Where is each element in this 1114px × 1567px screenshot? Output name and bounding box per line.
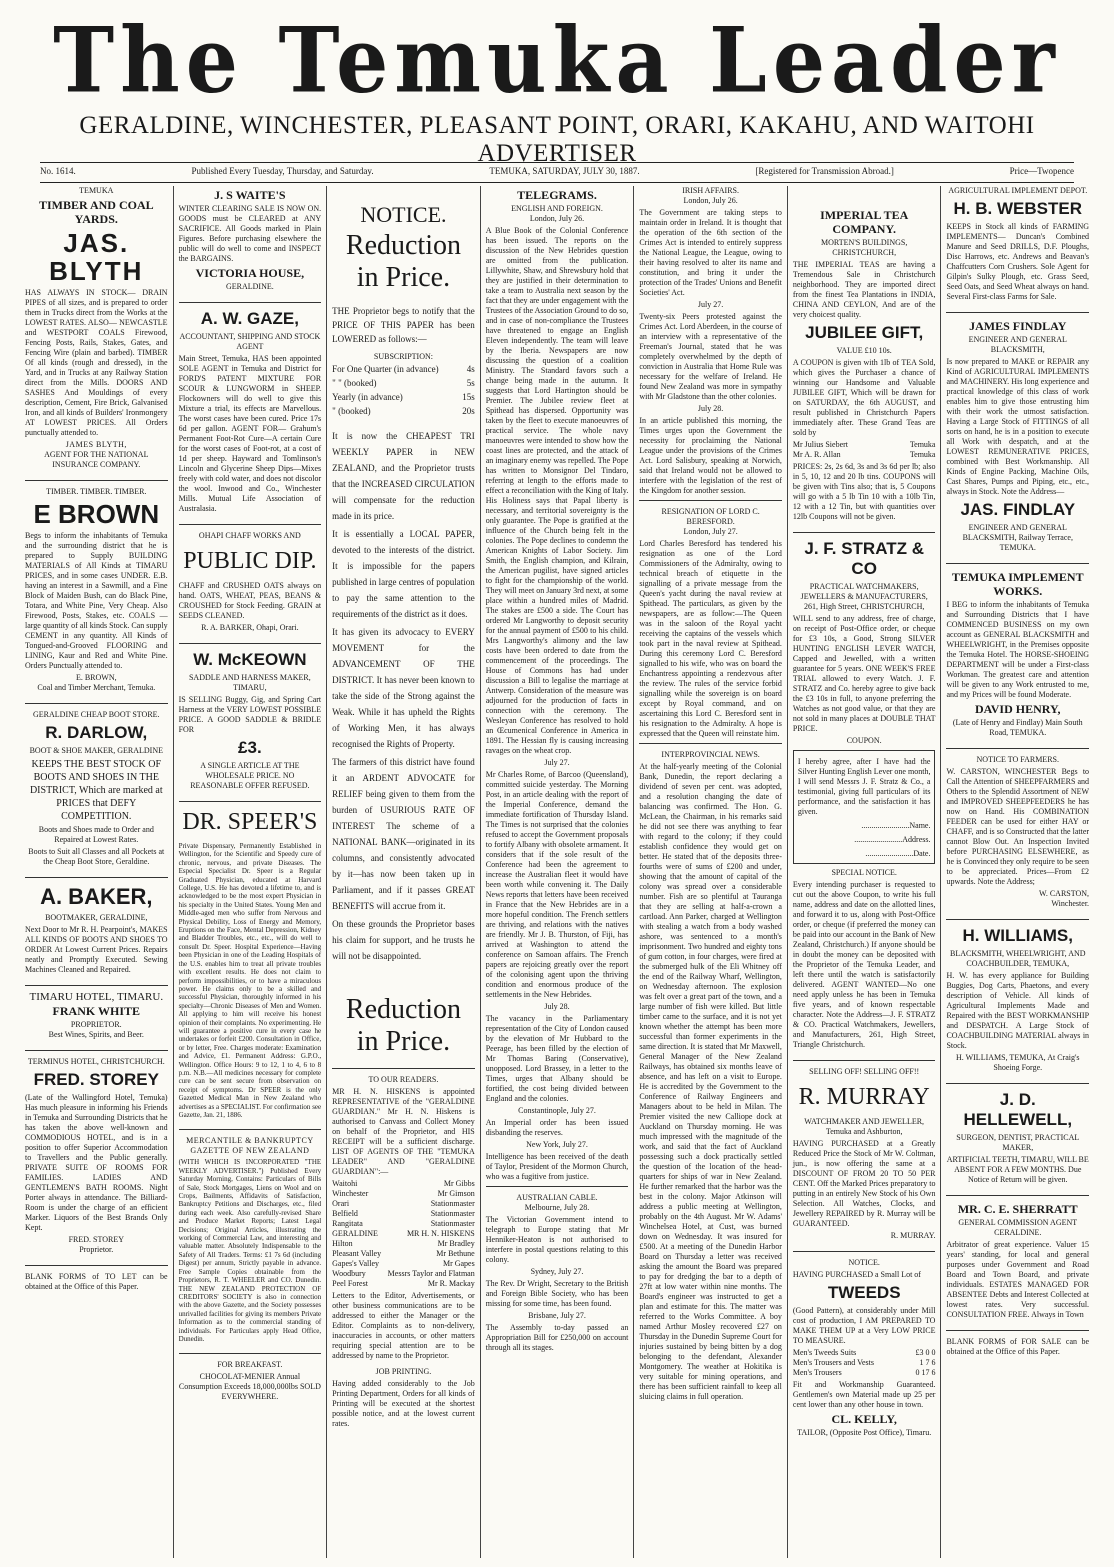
dateline: London, July 26. — [683, 196, 738, 205]
ad-body: IS SELLING Buggy, Gig, and Spring Cart Harness at the VERY LOWEST POSSIBLE PRICE. A GOOD SADDLE & BRIDLE FOR — [178, 695, 322, 734]
agent-row-value: Messrs Taylor and Flatman — [387, 1269, 475, 1278]
agent-row-value: Mr Gapes — [442, 1259, 475, 1268]
ad-place: VICTORIA HOUSE, — [195, 266, 305, 280]
ad-place-2: GERALDINE. — [225, 282, 274, 291]
published-note: Published Every Tuesday, Thursday, and Saturday. — [191, 166, 374, 176]
agent-row — [332, 1259, 475, 1269]
ad-body-2: A SINGLE ARTICLE AT THE WHOLESALE PRICE. NO REASONABLE OFFER REFUSED. — [190, 761, 310, 790]
agent-row-value: MR H. N. HISKENS — [406, 1229, 475, 1238]
ad-blank-forms: BLANK FORMS of TO LET can be obtained at the Office of this Paper. — [25, 1272, 168, 1291]
agent-row-label: GERALDINE — [332, 1229, 378, 1238]
dateline: July 28. — [697, 404, 724, 413]
interprovincial-heading: INTERPROVINCIAL NEWS. — [661, 750, 760, 759]
ad-name: PUBLIC DIP. — [183, 548, 317, 574]
ad-stratz — [793, 539, 936, 1050]
notice-body: THE Proprietor begs to notify that the PRICE OF THIS PAPER has been LOWERED as follows:— — [332, 306, 475, 344]
ad-carston — [946, 755, 1089, 909]
job-heading: JOB PRINTING. — [375, 1367, 432, 1376]
resignation-heading: RESIGNATION OF LORD C. BERESFORD. — [661, 507, 760, 526]
column-1 — [20, 186, 174, 1558]
coupon-address-label: Address. — [902, 835, 931, 844]
ad-body: ARTIFICIAL TEETH, TIMARU, WILL BE ABSENT FOR A FEW MONTHS. Due Notice of Return will be given. — [946, 1155, 1089, 1184]
ad-body: KEEPS in Stock all kinds of FARMING IMPLEMENTS— Duncan's Combined Manure and Seed DRILLS, D.F. Ploughs, Disc Harrows, etc. Andrews and Beavan's Chaffcutters Corn Crushers. Sole Agent for Gilpin's Sulky Plough, etc. Grass Seed, Seed Oats, and Seed Wheat always on hand. Several First-class Farms for Sale. — [946, 222, 1090, 301]
ad-subheading: WATCHMAKER AND JEWELLER, — [804, 1117, 925, 1126]
agent-row — [332, 1219, 475, 1229]
notice-paragraph-5: On these grounds the Proprietor bases his claim for support, and he trusts he will not be disappointed. — [332, 919, 475, 961]
ad-body-3: Fit and Workmanship Guaranteed. Gentlemen's own Material made up 25 per cent lower than any other house in town. — [792, 1380, 936, 1409]
ad-name: R. DARLOW, — [45, 723, 148, 742]
ad-body: CHAFF and CRUSHED OATS always on hand. OATS, WHEAT, PEAS, BEANS & CROUSHED for Stock Feeding. GRAIN at SEEDS CLEANED. — [178, 581, 322, 620]
ad-top-line: TEMUKA — [79, 186, 114, 195]
ad-signature-2: Coal and Timber Merchant, Temuka. — [37, 683, 156, 692]
ad-name: H. B. WEBSTER — [953, 199, 1082, 218]
ad-body: W. CARSTON, WINCHESTER Begs to Call the Attention of SHEEPFARMERS and Others to the Splendid Assortment of NEW and IMPROVED SHEEPFEEDERS he has now on Hand. His COMBINATION FEEDER can be used for either HAY or CHAFF, and is so Constructed that the latter cannot Blow Out. An Inspection Invited before PURCHASING ELSEWHERE, as he is Convinced they only require to be seen to be appreciated. Prices—From £2 upwards. Note the Address; — [946, 767, 1090, 886]
article-text: Lord Charles Beresford has tendered his resignation as one of the Lord Commissioners of the Admiralty, owing to technical breach of etiquette in the signalling of a private message from the Queen's yacht during the naval review at Spithead. The particulars, as given by the newspapers, are as follow:—The Queen was in the saloon of the Royal yacht receiving the captains of the vessels which took part in the naval review at Spithead. During this ceremony Lord C. Beresford signalled to his wife, who was on board the Enchantress appointing a rendezvous after the review. The rules of the service forbid signalling while the sovereign is on board except by Royal command, and on ascertaining this Lord C. Beresford sent in his resignation to the Admiralty. A hope is expressed that the Queen will reinstate him. — [639, 539, 782, 738]
ad-subheading: ENGINEER AND GENERAL BLACKSMITH, — [968, 335, 1067, 354]
ad-waite — [179, 188, 322, 292]
ad-subheading: BOOTMAKER, GERALDINE, — [45, 913, 148, 922]
telegram-text: The Victorian Government intend to telegraph to Europe stating that Mr Henniker-Heaton is not authorised to interfere in postal questions relating to this colony. — [485, 1215, 629, 1264]
telegram-text: A Blue Book of the Colonial Conference has been issued. The reports on the discussion of the New Hebrides question are omitted from the publication. Lillywhite, Shaw, and Shrewsbury hold that they are justified in their determination to take a team to Australia next season by the fact that they are under engagement with the Trustees of the Association Ground to do so, and in case of non-compliance the Trustees have threatened to engage an English Eleven independently. The team will leave by the Iberia. Newspapers are now discussing the question of a coalition Ministry. The Standard favors such a change being made in the autumn. It suggests that Lord Hartington should be Premier. The Jubilee review fleet at Spithead has dispersed. Opportunity was taken by the fleet to execute manoeuvres of practical service. The whole navy manoeuvres were intended to show how the coast lines are protected, and the attack of an imaginary enemy was repelled. The Pope has written to Monsignor Del Tindaro, referring at length to the efforts made to effect a reconciliation with the King of Italy. His Holiness says that Papal liberty is necessary, and territorial sovereignty is the only guarantee. The Pope is gratified at the influence of the Church being felt in the colonies. The Pope declines to condemn the American Knights of Labor Society. Jim Smith, the English champion, and Kilrain, the American pugilist, have signed articles to fight for the championship of the world. They will meet on January 3rd next, at some place within a hundred miles of Madrid. The stakes are £500 a side. The Court has ordered Mr Langworthy to deposit security for the annual payment of £500 to his child. Mrs Langworthy's alimony and the law costs have been ordered to date from the commencement of the proceedings. The House of Commons has had under discussion a Bill to legalise the marriage at Antwerp. Consideration of the measure was adjourned for the production of facts in connection with the ceremony. The Wesleyan Conference has resolved to hold an Œcumenical Conference in America in 1891. The Hessian fly is causing increasing ravages on the wheat crop. — [485, 226, 629, 755]
agent-row-label: Rangitata — [332, 1219, 363, 1228]
ad-heading: AGRICULTURAL IMPLEMENT DEPOT. — [948, 186, 1088, 195]
ad-heading: TIMBER AND COAL YARDS. — [38, 198, 154, 226]
column-4 — [481, 186, 635, 1558]
subscription-row-value: 5s — [466, 378, 475, 388]
dateline: Brisbane, July 27. — [528, 1311, 586, 1320]
ad-signature: CL. KELLY, — [831, 1412, 897, 1426]
ad-name: J. D. HELLEWELL, — [963, 1090, 1073, 1129]
ad-name: A. W. GAZE, — [200, 309, 299, 328]
ad-heading: TIMBER. TIMBER. TIMBER. — [46, 487, 147, 496]
subscription-row — [332, 404, 475, 418]
dateline: New York, July 27. — [526, 1140, 588, 1149]
issue-date: TEMUKA, SATURDAY, JULY 30, 1887. — [489, 166, 640, 176]
subscription-table — [332, 362, 475, 418]
readers-heading: TO OUR READERS. — [368, 1075, 439, 1084]
dateline — [40, 162, 1074, 183]
ad-murray — [793, 1067, 936, 1241]
ad-body-2: Boots and Shoes made to Order and Repaired at Lowest Rates. — [38, 825, 154, 844]
price-row — [793, 1368, 936, 1378]
ad-subheading: ACCOUNTANT, SHIPPING AND STOCK AGENT — [179, 332, 321, 351]
ad-signature-2: Proprietor. — [79, 1245, 114, 1254]
ad-signature: E. BROWN, — [75, 673, 117, 682]
reduction-heading-2: Reduction in Price. — [345, 994, 461, 1057]
ad-temuka-implement — [946, 570, 1089, 738]
agent-row — [332, 1239, 475, 1249]
notice-paragraph-1: It is now the CHEAPEST TRI WEEKLY PAPER in NEW ZEALAND, and the Proprietor trusts that the INCREASED CIRCULATION will compensate for the reduction made in its price. — [332, 431, 475, 521]
masthead — [0, 0, 1114, 167]
ad-body: WILL send to any address, free of charge, on receipt of Post-Office order, or cheque for £3 10s, a Good, Strong SILVER HUNTING ENGLISH LEVER WATCH, Capped and Jewelled, with a written guarantee for 5 years. ONE WEEK'S FREE TRIAL allowed to every Watch. J. F. STRATZ and Co. hereby agree to give back the £3 10s in full, to anyone preferring the Watches as not good value, or that they are not sold in many places at DOUBLE THAT PRICE. — [792, 614, 936, 733]
agent-row-label: Waitohi — [332, 1179, 358, 1188]
agent-row — [332, 1209, 475, 1219]
price-row — [793, 1358, 936, 1368]
ad-subheading: BLACKSMITH, WHEELWRIGHT, AND COACHBUILDER, TEMUKA, — [949, 949, 1086, 968]
ad-subheading: SADDLE AND HARNESS MAKER, TIMARU, — [188, 673, 311, 692]
ad-subheading: PRACTICAL WATCHMAKERS, JEWELLERS & MANUFACTURERS, 261, High Street, CHRISTCHURCH, — [800, 582, 928, 611]
agent-row — [332, 1189, 475, 1199]
readers-body: MR H. N. HISKENS is appointed REPRESENTATIVE of the "GERALDINE GUARDIAN." Mr H. N. Hiskens is authorised to Canvass and Collect Money on behalf of the Proprietor, and HIS RECEIPT will be a sufficient discharge. LIST OF AGENTS OF THE "TEMUKA LEADER" AND "GERALDINE GUARDIAN":— — [332, 1087, 475, 1176]
agent-row-value: Stationmaster — [430, 1209, 475, 1218]
ad-heading: OHAPI CHAFF WORKS AND — [198, 531, 301, 540]
tea-agents — [793, 440, 936, 460]
ad-body: Is now prepared to MAKE or REPAIR any Kind of AGRICULTURAL IMPLEMENTS and MACHINERY. His long experience and practical knowledge of this class of work enables him to give those entrusting him with their work the utmost satisfaction. Having a Large Stock of FITTINGS of all sorts on hand, he is in a position to execute all Work with despatch, and at the LOWEST REMUNERATIVE PRICES, combined with Best Workmanship. All Kinds of Engine Packing, Machine Oils, Cast Shares, Pumps and Piping, etc., etc., always in Stock. Note the Address— — [946, 357, 1090, 496]
agent-row — [332, 1249, 475, 1259]
ad-signature: W. CARSTON, — [1039, 889, 1090, 898]
ad-name: FRED. STOREY — [33, 1070, 159, 1089]
ad-mckeown — [179, 650, 322, 791]
page-columns — [20, 186, 1094, 1558]
agent-row-label: Hilton — [332, 1239, 353, 1248]
ad-body-3: PRICES: 2s, 2s 6d, 3s and 3s 6d per lb; also in 5, 10, 12 and 20 lb tins. COUPONS will be given with Tins also; that is, 5 Coupons will go with a 5 lb Tin 10 with a 10lb Tin, 12 with a 12 Tin, but with quantities over 12lb Coupons will not be given. — [792, 462, 936, 521]
ad-body: (WITH WHICH IS INCORPORATED "THE WEEKLY ADVERTISER.") Published Every Saturday Morning, Contains: Particulars of Bills of Sale, Stock Mortgages, Liens on Wool and on Crops, Bailments, Affidavits of Satisfaction, Bankruptcy Petitions and Discharges, etc., filed during each week. Also carefully-revised Share and Produce Market Reports; Latest Legal Decisions; Original Articles, illustrating the working of Commercial Law, and interesting and valuable matter. Absolutely Indispensable to the Safety of All Traders. Terms: £1 7s 6d (including Digest) per annum, Strictly payable in advance. Free Sample Copies obtainable from the Proprietors, R. T. WHEELER and CO. Dunedin. THE NEW ZEALAND PROTECTION OF CREDITORS' SOCIETY is also in connection with the above Gazette, and the Society possesses unrivalled facilities for giving its members Private Information as to the commercial standing of individuals. For Particulars apply Head Office, Dunedin. — [178, 1158, 322, 1343]
ad-heading: TIMARU HOTEL, TIMARU. — [29, 991, 164, 1003]
price-row-value: 0 17 6 — [915, 1368, 936, 1377]
readers-body-2: Letters to the Editor, Advertisements, or other business communications are to be addressed to either the Manager or the Editor. Complaints as to non-delivery, inaccuracies in accounts, or other matters requiring special attention are to be addressed by name to the Proprietor. — [332, 1291, 475, 1360]
ad-williams — [946, 926, 1089, 1073]
agents-list — [332, 1179, 475, 1289]
ad-body: Arbitrator of great experience. Valuer 15 years' standing, for local and general purposes under Government and Road Board and Town Board, and private individuals. ESTATES MANAGED FOR ABSENTEE Debts and Interest Collected at lowest rates. Very successful. CONSULTATION FREE. Always in Town — [946, 1240, 1090, 1319]
ad-name: A. BAKER, — [40, 884, 153, 909]
ad-body: THE IMPERIAL TEAS are having a Tremendous Sale in Christchurch neighborhood. They are imported direct from the finest Tea Plantations in INDIA, CHINA AND CEYLON, And are of the very choicest quality. — [792, 260, 936, 319]
ad-name: H. WILLIAMS, — [962, 926, 1073, 945]
telegram-text: The vacancy in the Parliamentary representation of the City of London caused by the elevation of Mr Hubbard to the Peerage, has been filled by the election of Mr Thomas Baring (Conservative), unopposed. Lord Brassey, in a letter to the Times, urges that Albany should be fortified, the cost being divided between England and the colonies. — [485, 1014, 629, 1103]
price-row-label: Men's Trousers — [792, 1368, 842, 1377]
telegrams-heading: TELEGRAMS. — [517, 188, 597, 202]
tea-agent-row — [793, 450, 936, 460]
newspaper-subtitle: GERALDINE, WINCHESTER, PLEASANT POINT, ORARI, KAKAHU, AND WAITOHI ADVERTISER — [79, 112, 1035, 167]
notice-paragraph-4: The farmers of this district have found it an ARDENT ADVOCATE for RELIEF being given to them from the burden of USURIOUS RATE OF INTEREST The scheme of a NATIONAL BANK—originated in its columns, and consistently advocated by it—has now been taken up in Parliament, and if it passes GREAT BENEFITS will accrue from it. — [332, 757, 475, 911]
ad-e-brown — [25, 487, 168, 693]
article-text: In an article published this morning, the Times urges upon the Government the necessity for proclaiming the National League under the provisions of the Crimes Act. Lord Salisbury, speaking at Norwich, said that Ireland would not be allowed to interfere with the legislation of the rest of the Kingdom for another session. — [639, 416, 782, 495]
subscription-row-label: For One Quarter (in advance) — [332, 364, 439, 374]
ad-signature-2: ENGINEER AND GENERAL BLACKSMITH, Railway Terrace, TEMUKA. — [962, 523, 1073, 552]
dateline: London, July 26. — [529, 214, 585, 223]
agent-row-label: Peel Forest — [332, 1279, 368, 1288]
ad-signature: JAS. FINDLAY — [960, 500, 1076, 519]
ad-gaze — [179, 309, 322, 514]
ad-name: JAMES FINDLAY — [969, 319, 1067, 333]
ad-name: DR. SPEER'S — [182, 809, 318, 835]
telegram-text: An Imperial order has been issued disbanding the reserves. — [485, 1118, 629, 1137]
agent-row-label: Pleasant Valley — [332, 1249, 382, 1258]
ad-body: CHOCOLAT-MENIER Annual Consumption Exceeds 18,000,000lbs SOLD EVERYWHERE. — [178, 1372, 321, 1402]
ad-name: R. MURRAY — [798, 1084, 930, 1110]
notice-paragraph-3: It has given its advocacy to EVERY MOVEMENT for the ADVANCEMENT OF THE DISTRICT. It has never been known to take the side of the Strong against the Weak. While it has upheld the Rights of Working Men, it has always recognised the Rights of Property. — [332, 627, 475, 749]
ad-signature-2: Winchester. — [1051, 899, 1090, 908]
ad-signature: DAVID HENRY, — [974, 702, 1061, 716]
coupon-heading: COUPON. — [846, 736, 882, 745]
ad-body: Begs to inform the inhabitants of Temuka and the surrounding district that he is prepared to Supply BUILDING MATERIALS of All Kinds at TIMARU PRICES, and in some cases UNDER. E.B. having an interest in a Sawmill, and a Fine Block of Maiden Bush, can do Black Pine, Totara, and White Pine, Very Cheap. Also Firewood, Posts, Stakes, etc. COALS — large quantity of all kinds Stock. Can supply CEMENT in any quantity. All Kinds of Tongued-and-Grooved FLOORING and LINING, Kaur and Red and White Pine. Orders Punctually attended to. — [25, 531, 168, 670]
ad-sherratt — [946, 1202, 1089, 1320]
dateline: Constantinople, July 27. — [518, 1106, 596, 1115]
ad-mercantile-gazette — [179, 1136, 322, 1343]
column-5 — [634, 186, 788, 1558]
ad-body: KEEPS THE BEST STOCK OF BOOTS AND SHOES IN THE DISTRICT, Which are marked at PRICES that DEFY COMPETITION. — [29, 759, 163, 822]
ad-name: TWEEDS — [827, 1283, 901, 1302]
coupon-text: I hereby agree, after I have had the Silver Hunting English Lever one month, I will send Messrs J. F. Stratz & Co., a testimonial, giving full particulars of its performance, and the satisfaction it has given. — [797, 757, 931, 816]
ad-subheading: PROPRIETOR. — [70, 1020, 122, 1029]
agent-row-label: Belfield — [332, 1209, 358, 1218]
ad-place: Temuka and Ashburton, — [825, 1127, 903, 1136]
ad-subheading: BOOT & SHOE MAKER, GERALDINE — [29, 746, 163, 755]
ad-signature: R. MURRAY. — [890, 1231, 936, 1240]
telegram-text: The Assembly to-day passed an Appropriation Bill for £250,000 on account through all its stages. — [485, 1323, 629, 1352]
ad-signature: H. WILLIAMS, TEMUKA, At Craig's Shoeing Forge. — [955, 1053, 1080, 1072]
agent-row-label: Woodbury — [332, 1269, 366, 1278]
coupon-date-label: Date. — [913, 849, 931, 858]
dateline: Melbourne, July 28. — [524, 1203, 590, 1212]
ad-name: MR. C. E. SHERRATT — [957, 1202, 1078, 1216]
agent-row-value: Mr Bethune — [436, 1249, 475, 1258]
ad-signature: R. A. BARKER, Ohapi, Orari. — [201, 623, 299, 632]
ad-body: H. W. has every appliance for Building Buggies, Dog Carts, Phaetons, and every description of Vehicle. All kinds of Agricultural Implements Made and Repaired with the BEST WORKMANSHIP and DESPATCH. A Large Stock of COACHBUILDING MATERIAL always in Stock. — [946, 971, 1090, 1050]
irish-heading: IRISH AFFAIRS. — [682, 186, 739, 195]
notice-paragraph-2: It is essentially a LOCAL PAPER, devoted to the interests of the district. It is impossible for the papers published in large centres of population to pay the same attention to the requirements of the district as it does. — [332, 529, 475, 619]
subscription-row — [332, 390, 475, 404]
price-row-value: £3 0 0 — [915, 1348, 936, 1357]
telegrams-subheading: ENGLISH AND FOREIGN. — [511, 204, 603, 213]
ad-name: E BROWN — [33, 499, 160, 529]
ad-body: I BEG to inform the inhabitants of Temuka and Surrounding Districts that I have COMMENCED BUSINESS on my own account as GENERAL BLACKSMITH and WHEELWRIGHT, in the Premises opposite the Temuka Hotel. The HORSE-SHOEING DEPARTMENT will be under a First-class Workman. The greatest care and attention will be given to any Work entrusted to me, and my Prices will be found Moderate. — [946, 600, 1090, 699]
ad-body: Private Dispensary, Permanently Established in Wellington, for the Scientific and Speedy cure of chronic, nervous, and private Diseases. The Especial Specialist Dr. Speer is a Regular Graduated Physician, educated at Harvard College, U.S. He has devoted a lifetime to, and is acknowledged to be the most expert Physician in his specialty in the United States. Young Men and Middle-aged men who suffer from Nervous and Physical Debility, Loss of Energy and Memory, Eruptions on the Face, Mental Depression, Kidney and Bladder Troubles, etc., etc., will do well to consult Dr. Speer. Hospital Experience—Having been Physician in one of the Leading Hospitals of the U.S. enables him to treat all private troubles with excellent results. He does not claim to perform impossibilities, or to have a miraculous power. He claims only to be a skilled and successful Physician, thoroughly informed in his specialty—Chronic Diseases of Men and Women. All applying to him will receive his honest opinion of their complaints. No experimenting. He will guarantee a positive cure in every case he undertakes or forfeit £200. Consultation in Office, or by letter, Free. Charges moderate: Examination and Advice, £1. Permanent Address: G.P.O., Wellington. Office Hours: 9 to 12, 1 to 4, 6 to 8 p.m. N.B.—All medicines necessary for complete cure can be sent secure from observation on receipt of symptoms. Dr SPEER is the only Gazetted Medical Man in New Zealand who advertises as a SPECIALIST. For confirmation see Gazette, Jan. 21, 1886. — [178, 842, 322, 1119]
subscription-row-value: 4s — [466, 364, 475, 374]
tea-agent-row-value: Temuka — [909, 450, 936, 459]
subscription-row-label: Yearly (in advance) — [332, 392, 403, 402]
ad-gift-value: VALUE £10 10s. — [836, 346, 892, 355]
agent-row-value: Mr R. Mackay — [427, 1279, 475, 1288]
column-3 — [327, 186, 481, 1558]
agent-row — [332, 1179, 475, 1189]
special-heading: SPECIAL NOTICE. — [831, 868, 897, 877]
ad-imperial-tea — [793, 208, 936, 522]
cable-heading: AUSTRALIAN CABLE. — [516, 1193, 598, 1202]
ad-body: Best Wines, Spirits, and Beer. — [48, 1030, 144, 1039]
ad-name: TEMUKA IMPLEMENT WORKS. — [951, 570, 1084, 598]
agent-row-value: Mr Gimson — [437, 1189, 475, 1198]
ad-body: HAVING PURCHASED at a Greatly Reduced Price the Stock of Mr W. Coltman, jun., is now offering the same at a DISCOUNT OF FROM 20 TO 50 PER CENT. Off the Marked Prices preparatory to putting in an entirely New Stock of his Own Selection. All Watches, Clocks, and Jewellery REPAIRED by R. Murray will be GUARANTEED. — [792, 1139, 936, 1228]
subscription-row — [332, 362, 475, 376]
price-row-value: 1 7 6 — [919, 1358, 936, 1367]
ad-body-2: (Good Pattern), at considerably under Mill cost of production, I AM PREPARED TO MAKE THEM UP at a Very LOW PRICE TO MEASURE. — [792, 1306, 936, 1345]
ad-body-3: Boots to Suit all Classes and all Pockets at the Cheap Boot Store, Geraldine. — [28, 847, 165, 866]
ad-public-dip — [179, 531, 322, 633]
dateline: Sydney, July 27. — [530, 1267, 584, 1276]
subscription-row-value: 15s — [462, 392, 475, 402]
tea-agent-row-value: Temuka — [909, 440, 936, 449]
agent-row — [332, 1229, 475, 1239]
agent-row — [332, 1269, 475, 1279]
article-text: Twenty-six Peers protested against the Crimes Act. Lord Aberdeen, in the course of an interview with a representative of the Freeman's Journal, stated that he was completely overwhelmed by the depth of conviction in Australia that Home Rule was necessary for the welfare of Ireland. He found New Zealand was more in sympathy with Mr Gladstone than the other colonies. — [639, 312, 782, 401]
ad-a-baker — [25, 884, 168, 975]
ad-name: J. F. STRATZ & CO — [804, 539, 924, 578]
agent-row-value: Stationmaster — [430, 1219, 475, 1228]
agent-row-label: Winchester — [332, 1189, 369, 1198]
ad-body: Next Door to Mr R. H. Pearpoint's, MAKES ALL KINDS OF BOOTS AND SHOES TO ORDER At Lowest Current Prices. Repairs neatly and Promptly Executed. Sewing Machines Cleaned and Repaired. — [25, 925, 168, 974]
ad-terminus-hotel — [25, 1057, 168, 1255]
ad-body: Main Street, Temuka, HAS been appointed SOLE AGENT in Temuka and District for FORD'S PATENT MIXTURE FOR SCOUR & LUNGWORM in SHEEP. Flockowners will do well to give this Mixture a trial, its effects are Marvellous. The worst cases have been cured. Price 17s 6d per gallon. AGENT FOR— Grahum's Permanent Foot-Rot Cure—A certain Cure for the worst cases of Foot-rot, at a cost of 1d per sheep. Hayward and Tomlinson's Lincoln and Glycerine Sheep Dips—Mixes freely with cold water, and does not discolor the wool. Inwood and Co., Winchester Mills. Mutual Life Association of Australasia. — [178, 354, 322, 513]
ad-chocolat-menier — [179, 1360, 322, 1402]
ad-subheading: SURGEON, DENTIST, PRACTICAL MAKER, — [956, 1133, 1080, 1152]
ad-hellewell — [946, 1090, 1089, 1185]
agent-row-label: Gapes's Valley — [332, 1259, 379, 1268]
ad-gift: JUBILEE GIFT, — [805, 323, 924, 342]
ad-heading: TERMINUS HOTEL, CHRISTCHURCH. — [27, 1057, 165, 1066]
telegram-text: Intelligence has been received of the death of Taylor, President of the Mormon Church, who was a fugitive from justice. — [485, 1152, 629, 1181]
ad-name: W. McKEOWN — [193, 650, 307, 669]
ad-heading: FOR BREAKFAST. — [217, 1360, 283, 1370]
ad-signature-2: (Late of Henry and Findlay) Main South Road, TEMUKA. — [952, 718, 1083, 737]
ad-name: J. S WAITE'S — [214, 188, 286, 202]
ad-subheading: GENERAL COMMISSION AGENT CERALDINE. — [958, 1218, 1078, 1237]
ad-findlay — [946, 319, 1089, 553]
dateline: July 27. — [697, 300, 724, 309]
notice-heading: NOTICE. — [360, 202, 447, 227]
ad-name: FRANK WHITE — [52, 1004, 141, 1018]
column-6 — [788, 186, 942, 1558]
agent-row-value: Mr Bradley — [437, 1239, 475, 1248]
ad-body: (Late of the Wallingford Hotel, Temuka) Has much pleasure in informing his Friends in Temuka and Surrounding Districts that he has taken the above well-known and COMMODIOUS HOTEL, and is in a position to offer Superior Accommodation to Travellers and the Public generally. PRIVATE SUITE OF ROOMS FOR FAMILIES. LADIES AND GENTLEMEN'S BATH ROOMS. Night Porter always in attendance. The Billiard-Room is under the charge of an efficient Marker. Liquors of the Best Brands Only Kept. — [25, 1093, 168, 1232]
ad-blank-forms: BLANK FORMS of FOR SALE can be obtained at the Office of this Paper. — [946, 1337, 1090, 1356]
issue-price: Price—Twopence — [1009, 166, 1074, 176]
ad-subheading: MORTEN'S BUILDINGS, CHRISTCHURCH, — [821, 238, 908, 257]
ad-price: £3. — [238, 738, 262, 757]
telegram-text: Mr Charles Rome, of Barcoo (Queensland), committed suicide yesterday. The Morning Post, in an article dealing with the report of the Imperial Conference, demand the immediate fortification of Thursday Island. The Times is not surprised that the colonies refused to accept the Government proposals to fortify Albany with obsolete armament. It considers that if the sole result of the Conference had been the agreement to increase the Australian fleet it would have been worth while convening it. The Daily News reports that letters have been received in France that the New Hebrides are in a more hopeful condition. The French settlers are thriving, and relations with the natives are friendly. Mr J. B. Thurston, of Fiji, has arrived at Washington to attend the conference on Samoan affairs. The French papers are rejoicing greatly over the report of the colonising agent upon the thriving condition and enormous produce of the settlements in the New Hebrides. — [485, 770, 629, 999]
special-body: Every intending purchaser is requested to cut out the above Coupon, to write his full name, address and date on the allotted lines, and forward it to us, along with Post-Office order, or cheque (if preferred the money can be paid into our account in the Bank of New Zealand, Christchurch.) If anyone should be in doubt the money can be deposited with the Proprietor of the Temuka Leader, and left there until the watch is satisfactorily delivered. AGENT WANTED—No one need apply unless he has been in Temuka five years, and of known respectable character. Note the Address—J. F. STRATZ & CO. Practical Watchmakers, Jewellers, and Manufacturers, 261, High Street, Triangle Christchurch. — [792, 880, 936, 1049]
coupon-box: I hereby agree, after I have had the Silver Hunting English Lever one month, I will send Messrs J. F. Stratz & Co., a testimonial, giving full particulars of its performance, and the satisfaction it has given. ........................Name. ........................Address. ........................Date. — [793, 750, 936, 864]
issue-number: No. 1614. — [40, 166, 76, 176]
subscription-row-value: 20s — [462, 406, 475, 416]
ad-signature: JAMES BLYTH, — [65, 440, 127, 449]
ad-body-2: A COUPON is given with 1lb of TEA Sold, which gives the Purchaser a chance of winning our Handsome and Valuable JUBILEE GIFT, Which will be drawn for on SATURDAY, the 6th AUGUST, and result published in Christchurch Papers immediately after. These Grand Teas are sold by — [792, 358, 936, 437]
column-2 — [174, 186, 328, 1558]
newspaper-title: The Temuka Leader — [53, 7, 1061, 114]
price-row-label: Men's Tweeds Suits — [792, 1348, 857, 1357]
ad-body: HAVING PURCHASED a Small Lot of — [792, 1270, 921, 1279]
article-text: At the half-yearly meeting of the Colonial Bank, Dunedin, the report declaring a dividend of seven per cent. was adopted, and a resolution changing the date of balancing was confirmed. The Hon. G. McLean, the Chairman, in his remarks said he did not see there was anything to fear with regard to the colony; if they could establish confidence they would get on better. He stated that of the deposits three-fourths were of sums of £200 and under, showing that the amount of capital of the colony was spread over a considerable number. Fish are so plentiful at Tauranga that they are selling at half-a-crown a cartload. Ann Parker, charged at Wellington with stealing a watch from a body washed ashore, was sentenced to a month's imprisonment. Two hundred and eighty tons of gum cotton, in four charges, were fired at the submerged hulk of the Eli Whitney off the end of the Railway Wharf, Wellington, on Wednesday afternoon. The explosion was felt over a great part of the town, and a large number of fish were killed. But little timber came to the surface, and it is not yet known whether the attempt has been more successful than former experiments in the same direction. It is stated that Mr Maxwell, General Manager of the New Zealand Railways, has obtained six months leave of absence, and has left on a visit to Europe. He is accredited by the Government to the Conference of Railway Engineers and Managers about to be held in Milan. The Premier visited the new Calliope dock at Auckland on Thursday morning. He was much impressed with the magnitude of the work, and said that the fact of Auckland possessing such a dock practically settled the question of the location of the head-quarters for ships of war in New Zealand. He further remarked that the harbor was the best in the colony. Major Atkinson will address a public meeting at Wellington, probably on the 4th August. Mr W. Adams' Winchelsea Hotel, at Cust, was burned down on Wednesday. It was insured for £500. At a meeting of the Dunedin Harbor Board on Thursday a letter was received asking the amount the Board was prepared to pay for dredging the bar to a depth of 27ft at low water within nine months. The Board's engineer was instructed to get a plan and estimate for this. The matter was referred to the Works Committee. A boy named Arthur Mosley recovered £27 on Thursday in the Dunedin Supreme Court for injuries sustained by being bitten by a dog belonging to the defendant, Alexander Montgomery. The weather at Hokitika is very suitable for mining operations, and there has been sufficient rainfall to keep all sluicing claims in full operation. — [639, 762, 782, 1401]
ad-kelly — [793, 1258, 936, 1438]
article-text: The Government are taking steps to maintain order in Ireland. It is thought that the operation of the 6th section of the Crimes Act is intended to entirely suppress the National League, the League, owing to their having resolved to alter its name and constitution, and bring it under the protection of the Trades' Unions and Benefit Societies' Act. — [639, 208, 782, 297]
ad-r-darlow — [25, 710, 168, 867]
job-body: Having added considerably to the Job Printing Department, Orders for all kinds of Printing will be executed at the shortest possible notice, and at the lowest current rates. — [332, 1379, 475, 1428]
ad-signature: FRED. STOREY — [68, 1235, 124, 1244]
ad-heading: SELLING OFF! SELLING OFF!! — [809, 1067, 920, 1076]
coupon-name-label: Name. — [909, 821, 931, 830]
ad-heading: NOTICE. — [848, 1258, 880, 1267]
registered-note: [Registered for Transmission Abroad.] — [755, 166, 894, 176]
ad-heading: GERALDINE CHEAP BOOT STORE. — [33, 710, 160, 719]
subscription-row — [332, 376, 475, 390]
agent-row-value: Mr Gibbs — [443, 1179, 475, 1188]
ad-name: JAS. BLYTH — [49, 228, 144, 286]
price-row — [793, 1348, 936, 1358]
tea-agent-row — [793, 440, 936, 450]
dateline: London, July 27. — [683, 527, 738, 536]
ad-heading: NOTICE TO FARMERS. — [976, 755, 1059, 764]
price-list — [793, 1348, 936, 1378]
ad-name: IMPERIAL TEA COMPANY. — [820, 208, 909, 236]
tea-agent-row-label: Mr Julius Siebert — [792, 440, 848, 449]
price-row-label: Men's Trousers and Vests — [792, 1358, 874, 1367]
reduction-heading: Reduction in Price. — [345, 230, 461, 293]
ad-signature-2: AGENT FOR THE NATIONAL INSURANCE COMPANY. — [44, 450, 149, 469]
subscription-row-label: " " (booked) — [332, 378, 377, 388]
column-7 — [941, 186, 1094, 1558]
tea-agent-row-label: Mr A. R. Allan — [792, 450, 841, 459]
agent-row — [332, 1279, 475, 1289]
ad-body: HAS ALWAYS IN STOCK— DRAIN PIPES of all sizes, and is prepared to order them in Trucks direct from the Works at the LOWEST RATES. ALSO— NEWCASTLE and WESTPORT COALS Firewood, Fencing Posts, Rails, Stakes, Gates, and Fencing Wire (plain and barbed). TIMBER Of all kinds (rough and dressed), in the Yard, and in Trucks at any Railway Station direct from the Mills. DOORS AND SASHES And Mouldings of every description, Cement, Fire Brick, Galvanised Iron, and all kinds of Builders' Ironmongery AT LOWEST PRICES. All Orders punctually attended to. — [25, 288, 168, 437]
dateline: July 27. — [544, 758, 570, 767]
subscription-row-label: " (booked) — [332, 406, 371, 416]
ad-body: WINTER CLEARING SALE IS NOW ON. GOODS must be CLEARED at ANY SACRIFICE. All Goods marked in Plain Figures. Before purchasing elsewhere the public will do well to come and INSPECT the BARGAINS. — [178, 204, 322, 263]
telegram-text: The Rev. Dr Wright, Secretary to the British and Foreign Bible Society, who has been missing for some time, has been found. — [485, 1279, 629, 1308]
ad-dr-speer — [179, 808, 322, 1119]
dateline: July 28. — [544, 1002, 570, 1011]
subscription-heading: SUBSCRIPTION: — [373, 352, 433, 361]
ad-jas-blyth — [25, 186, 168, 470]
ad-webster — [946, 186, 1089, 302]
ad-name: MERCANTILE & BANKRUPTCY GAZETTE OF NEW ZEALAND — [186, 1136, 314, 1156]
agent-row — [332, 1199, 475, 1209]
ad-timaru-hotel — [25, 992, 168, 1040]
agent-row-label: Orari — [332, 1199, 350, 1208]
agent-row-value: Stationmaster — [430, 1199, 475, 1208]
ad-signature-2: TAILOR, (Opposite Post Office), Timaru. — [797, 1428, 932, 1437]
